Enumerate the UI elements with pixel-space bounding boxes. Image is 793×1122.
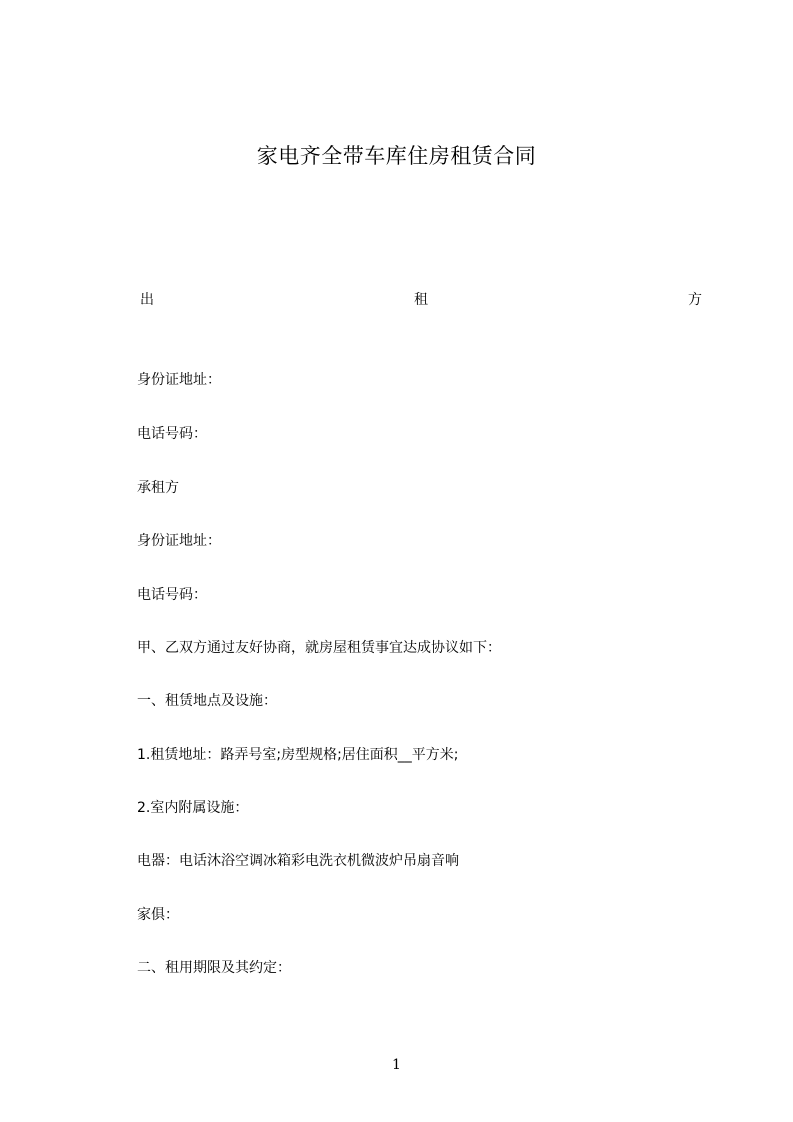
lessee-id-address: 身份证地址： [137, 533, 221, 549]
lessor-char: 租 [414, 292, 428, 308]
lessor-id-address: 身份证地址： [137, 372, 221, 388]
lessee-phone: 电话号码： [137, 587, 207, 603]
section-one-heading: 一、租赁地点及设施： [137, 693, 277, 709]
page-number: 1 [392, 1057, 401, 1073]
agreement-intro: 甲、乙双方通过友好协商，就房屋租赁事宜达成协议如下： [137, 640, 501, 656]
section-two-heading: 二、租用期限及其约定： [137, 960, 291, 976]
lessor-phone: 电话号码： [137, 426, 207, 442]
lessee-heading: 承租方 [137, 480, 179, 496]
document-title: 家电齐全带车库住房租赁合同 [256, 144, 537, 168]
lessor-char: 方 [688, 292, 702, 308]
lessor-char: 出 [140, 292, 154, 308]
facilities-clause: 2.室内附属设施： [137, 800, 249, 816]
rental-address-clause: 1.租赁地址：路弄号室;房型规格;居住面积__平方米; [137, 747, 459, 763]
lessor-heading [140, 290, 702, 310]
appliances-list: 电器：电话沐浴空调冰箱彩电洗衣机微波炉吊扇音响 [137, 853, 459, 869]
furniture-list: 家俱： [137, 907, 179, 923]
